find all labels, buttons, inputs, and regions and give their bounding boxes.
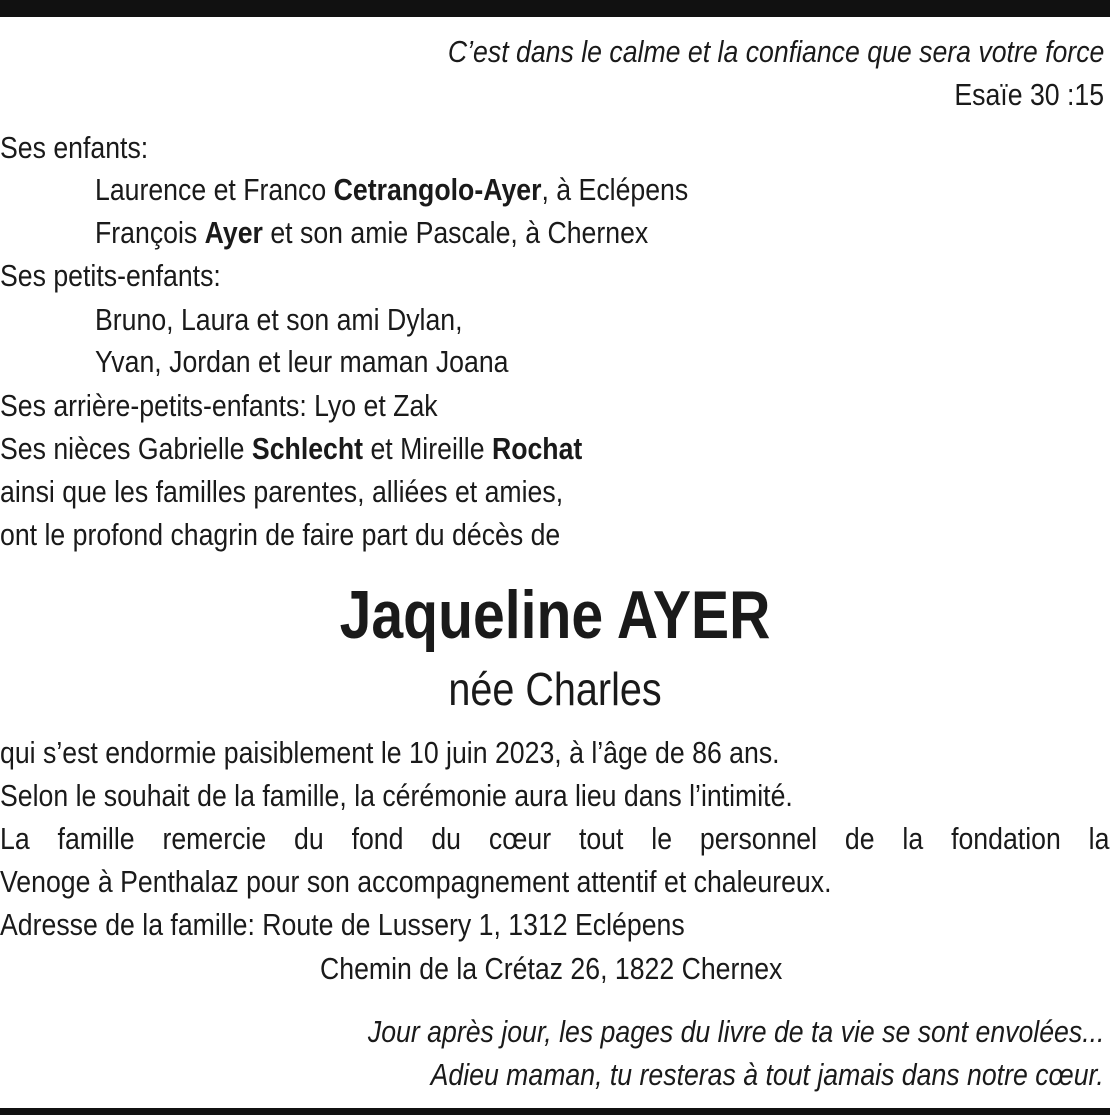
child-1-names: Laurence et Franco bbox=[95, 172, 334, 207]
nieces-mid: et Mireille bbox=[363, 431, 492, 466]
address-1: Route de Lussery 1, 1312 Eclépens bbox=[262, 907, 685, 942]
nieces-line bbox=[0, 429, 582, 469]
child-2-name: François bbox=[95, 215, 205, 250]
child-line-1 bbox=[95, 170, 688, 210]
grandchildren-line-1: Bruno, Laura et son ami Dylan, bbox=[95, 302, 463, 337]
top-border-rule bbox=[0, 0, 1110, 17]
child-line-2 bbox=[95, 213, 648, 253]
opening-quote: C’est dans le calme et la confiance que sera votre force bbox=[447, 34, 1104, 69]
body-line-3: La famille remercie du fond du cœur tout le personnel de la fondation la bbox=[0, 821, 1110, 856]
child-2-rest: et son amie Pascale, à Chernex bbox=[262, 215, 649, 250]
grandchildren-heading: Ses petits-enfants: bbox=[0, 258, 221, 293]
body-line-2: Selon le souhait de la famille, la cérémonie aura lieu dans l’intimité. bbox=[0, 778, 793, 813]
body-line-1: qui s’est endormie paisiblement le 10 juin 2023, à l’âge de 86 ans. bbox=[0, 735, 780, 770]
address-line-1 bbox=[0, 905, 685, 945]
address-2: Chemin de la Crétaz 26, 1822 Chernex bbox=[320, 951, 783, 986]
body-line-4: Venoge à Penthalaz pour son accompagnement attentif et chaleureux. bbox=[0, 864, 832, 899]
deceased-name: Jaqueline AYER bbox=[339, 577, 771, 653]
grandchildren-line-2: Yvan, Jordan et leur maman Joana bbox=[95, 344, 509, 379]
families-line: ainsi que les familles parentes, alliées et amies, bbox=[0, 474, 564, 509]
closing-quote-line-1: Jour après jour, les pages du livre de ta vie se sont envolées... bbox=[367, 1014, 1104, 1049]
nieces-intro: Ses nièces Gabrielle bbox=[0, 431, 252, 466]
child-1-surname: Cetrangolo-Ayer bbox=[333, 172, 542, 207]
address-label: Adresse de la famille: bbox=[0, 907, 263, 942]
child-2-surname: Ayer bbox=[204, 215, 263, 250]
bottom-border-rule bbox=[0, 1108, 1110, 1115]
niece-1-surname: Schlecht bbox=[251, 431, 364, 466]
maiden-name: née Charles bbox=[448, 663, 662, 715]
opening-quote-reference: Esaïe 30 :15 bbox=[954, 77, 1104, 112]
announce-line: ont le profond chagrin de faire part du décès de bbox=[0, 517, 561, 552]
child-1-place: , à Eclépens bbox=[541, 172, 689, 207]
niece-2-surname: Rochat bbox=[491, 431, 583, 466]
children-heading: Ses enfants: bbox=[0, 130, 149, 165]
great-grandchildren-line: Ses arrière-petits-enfants: Lyo et Zak bbox=[0, 388, 438, 423]
closing-quote-line-2: Adieu maman, tu resteras à tout jamais dans notre cœur. bbox=[430, 1057, 1104, 1092]
